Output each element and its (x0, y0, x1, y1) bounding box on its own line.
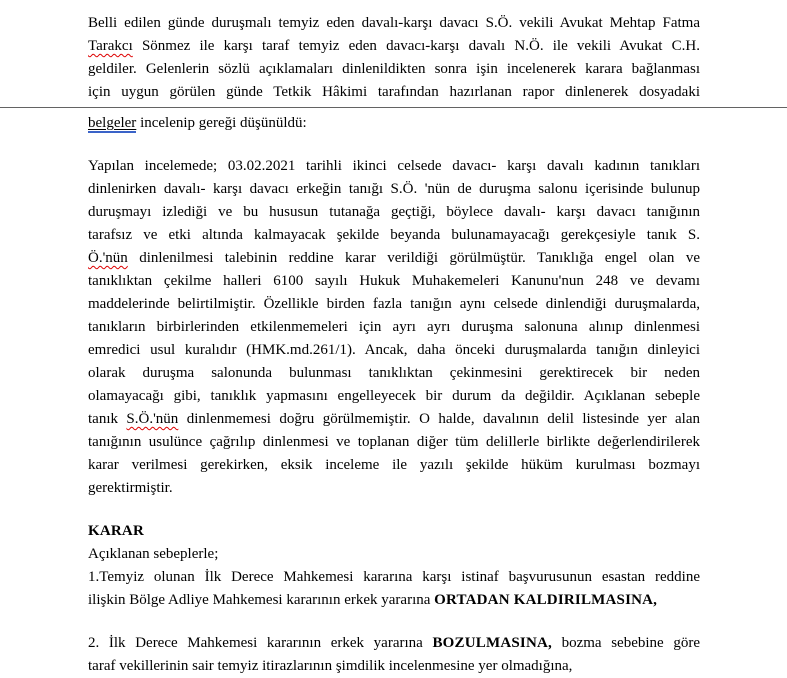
text-line (88, 520, 700, 543)
page-break-divider (0, 107, 787, 108)
paragraph-examination-findings (88, 155, 700, 500)
text-segment: dinlenilmesi talebinin reddine karar verildiği görülmüştür. Tanıklığa engel olan ve (127, 250, 700, 266)
text-line (88, 566, 700, 589)
spellcheck-flagged-text: belgeler (88, 115, 137, 131)
text-line (88, 58, 700, 81)
text-segment: ilişkin Bölge Adliye Mahkemesi kararının erkek yararına (88, 592, 435, 608)
spellcheck-flagged-text: Tarakcı (88, 38, 133, 54)
text-line (88, 431, 700, 454)
text-segment: Sönmez ile karşı taraf temyiz eden davacı-karşı davalı N.Ö. ile vekili Avukat C.H. (132, 38, 700, 54)
text-segment: geldiler. Gelenlerin sözlü açıklamaları dinlenildikten sonra işin incelenerek karara bağlanması (88, 61, 700, 77)
text-segment: 1.Temyiz olunan İlk Derece Mahkemesi kararına karşı istinaf başvurusunun esastan reddine (88, 569, 700, 585)
text-segment: Belli edilen günde duruşmalı temyiz eden davalı-karşı davacı S.Ö. vekili Avukat Mehtap Fatma (88, 15, 700, 31)
text-line (88, 655, 700, 678)
text-line (88, 155, 700, 178)
blank-line (88, 612, 700, 632)
text-segment: tanıkların birbirlerinden etkilenmemeleri için ayrı ayrı duruşma salonuna alınıp dinlenmesi (88, 319, 700, 335)
text-line (88, 339, 700, 362)
spellcheck-flagged-text: S.Ö.'nün (126, 411, 179, 427)
text-segment: dinlenirken davalı- karşı davacı erkeğin tanığı S.Ö. 'nün de duruşma salonu içerisinde bulunup (88, 181, 700, 197)
text-line (88, 270, 700, 293)
text-line (88, 589, 700, 612)
text-segment: tanık (88, 411, 127, 427)
paragraph-verdict-heading (88, 520, 700, 566)
text-line (88, 454, 700, 477)
text-segment: tanığının usulünce çağrılıp dinlenmesi ve toplanan diğer tüm delillerle birlikte değerlendirilerek (88, 434, 700, 450)
text-segment: incelenip gereği düşünüldü: (136, 115, 307, 131)
paragraph-verdict-item-2 (88, 632, 700, 678)
text-line (88, 385, 700, 408)
text-line (88, 12, 700, 35)
text-segment: tanıklıktan çekilme halleri 6100 sayılı Hukuk Muhakemeleri Kanunu'nun 248 ve devamı (88, 273, 700, 289)
text-segment: tarafsız ve etki altında kalmayacak şekilde beyanda bulunamayacağı gerekçesiyle tanık S. (88, 227, 700, 243)
text-line (88, 316, 700, 339)
text-line (88, 408, 700, 431)
spellcheck-flagged-text: Ö.'nün (88, 250, 128, 266)
text-line (88, 81, 700, 104)
text-line (88, 543, 700, 566)
text-line (88, 35, 700, 58)
blank-line (88, 500, 700, 520)
text-segment: bozma sebebine göre (551, 635, 700, 651)
text-line (88, 178, 700, 201)
text-segment: maddelerinde belirtilmiştir. Özellikle birden fazla tanığın aynı celsede dinlendiği duruşmalarda, (88, 296, 700, 312)
text-line (88, 477, 700, 500)
blank-line (88, 135, 700, 155)
bold-text: ORTADAN KALDIRILMASINA, (434, 592, 658, 608)
text-segment: duruşmayı izlediği ve bu hususun tutanağa geçtiği, böylece davalı- karşı davacı tanığının (88, 204, 700, 220)
text-line (88, 362, 700, 385)
text-segment: olamayacağı gibi, tanıklık yapmasını engelleyecek bir durum da değildir. Açıklanan sebeple (88, 388, 700, 404)
text-segment: taraf vekillerinin sair temyiz itirazlarının şimdilik incelenmesine yer olmadığına, (88, 658, 573, 674)
text-segment: için uygun görülen günde Tetkik Hâkimi tarafından hazırlanan rapor dinlenerek dosyadaki (88, 84, 700, 100)
paragraph-hearing-attendance (88, 12, 700, 104)
text-segment: gerektirmiştir. (88, 480, 173, 496)
text-segment: olarak duruşma salonunda bulunması tanıklıktan çekinmesini gerektirecek bir neden (88, 365, 700, 381)
text-segment: karar verilmesi gerekirken, eksik inceleme ile yazılı şekilde hüküm kurulması bozmayı (88, 457, 700, 473)
text-segment: emredici usul kuralıdır (HMK.md.261/1). Ancak, daha önceki duruşmalarda tanığın dinleyici (88, 342, 700, 358)
paragraph-verdict-item-1 (88, 566, 700, 612)
text-segment: Açıklanan sebeplerle; (88, 546, 219, 562)
bold-text: BOZULMASINA, (432, 635, 552, 651)
text-line (88, 247, 700, 270)
text-segment: 2. İlk Derece Mahkemesi kararının erkek yararına (88, 635, 433, 651)
text-line (88, 112, 700, 135)
text-segment: Yapılan incelemede; 03.02.2021 tarihli ikinci celsede davacı- karşı davalı kadının tanıkları (88, 158, 700, 174)
text-line (88, 632, 700, 655)
text-line (88, 224, 700, 247)
text-line (88, 293, 700, 316)
text-line (88, 201, 700, 224)
paragraph-review-lead-in (88, 112, 700, 135)
bold-text: KARAR (88, 523, 144, 539)
text-segment: dinlenmemesi doğru görülmemiştir. O halde, davalının delil listesinde yer alan (178, 411, 700, 427)
